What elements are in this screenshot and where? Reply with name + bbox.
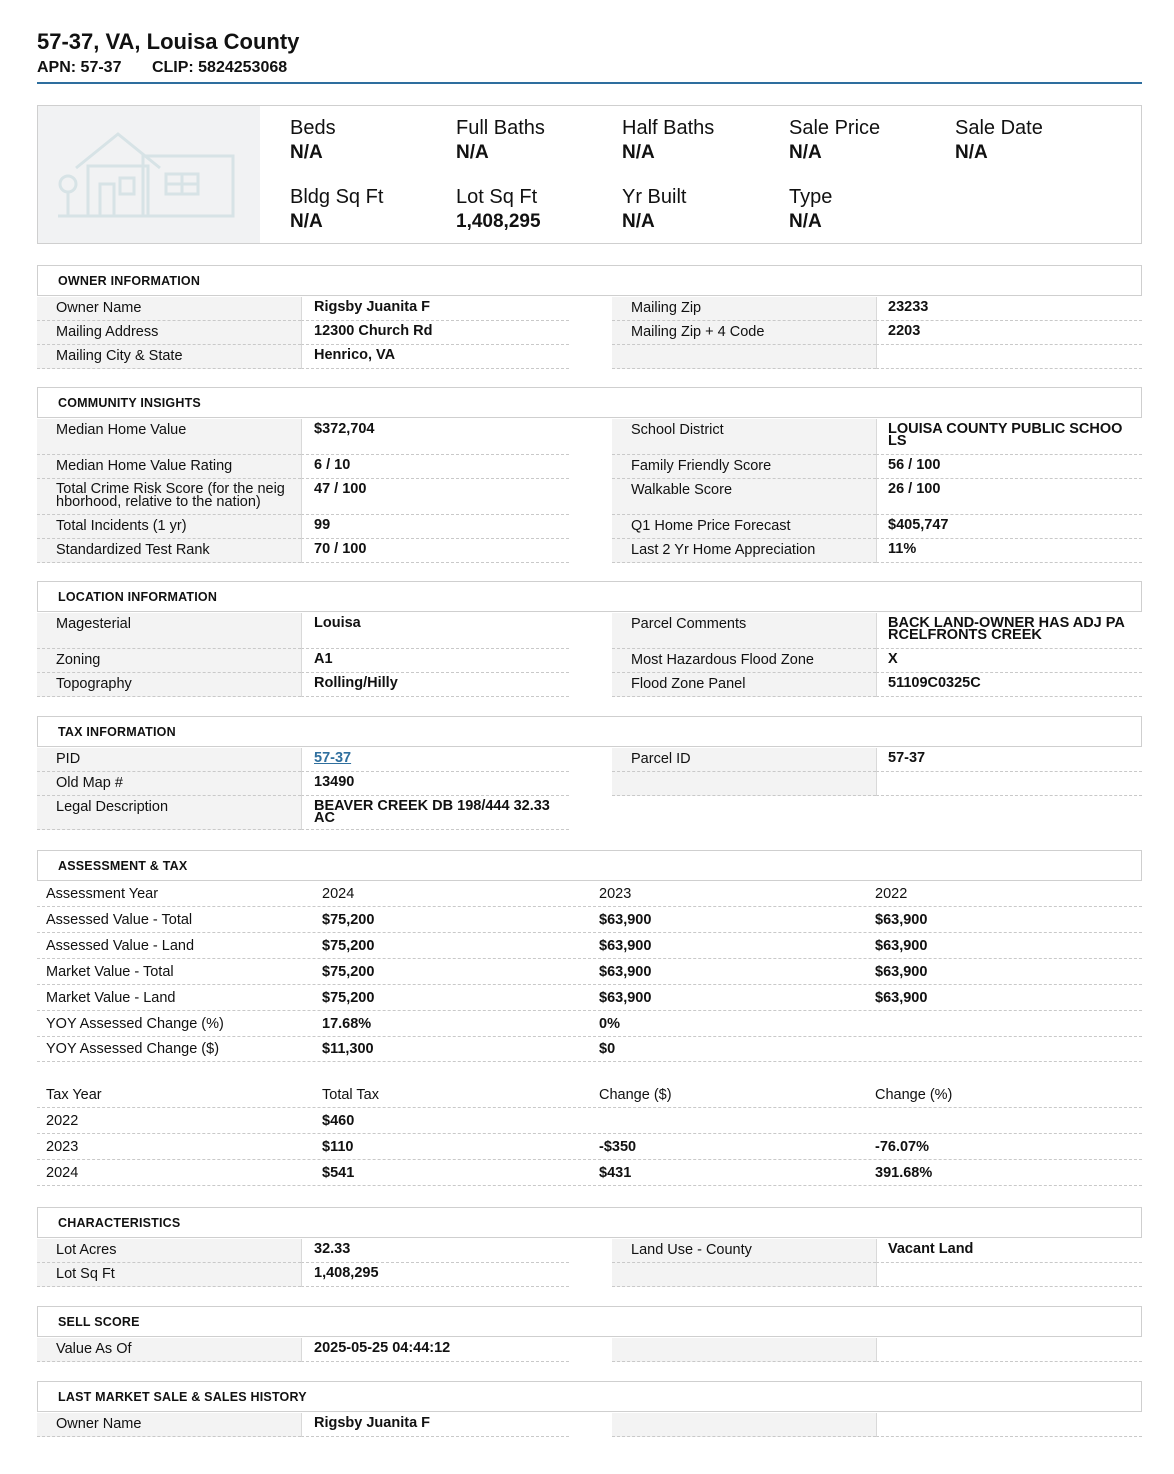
location-row: Zoning A1 <box>37 649 569 673</box>
last-sale-row: Owner Name Rigsby Juanita F <box>37 1413 569 1437</box>
section-characteristics: CHARACTERISTICS <box>37 1207 1142 1238</box>
assessment-row: Market Value - Land $75,200 $63,900 $63,900 <box>37 985 1142 1011</box>
assessment-row: Assessed Value - Total $75,200 $63,900 $63,900 <box>37 907 1142 933</box>
stat-half-baths: Half Baths N/A <box>622 117 715 163</box>
section-tax-information: TAX INFORMATION <box>37 716 1142 747</box>
stat-sale-price: Sale Price N/A <box>789 117 881 163</box>
assessment-row: YOY Assessed Change (%) 17.68% 0% <box>37 1011 1142 1037</box>
stat-full-baths: Full Baths N/A <box>456 117 545 163</box>
tax-row: PID 57-37 <box>37 748 569 772</box>
owner-row: Mailing Zip 23233 <box>612 297 1142 321</box>
community-row: School District LOUISA COUNTY PUBLIC SCHOO LS <box>612 419 1142 455</box>
section-owner-information: OWNER INFORMATION <box>37 265 1142 296</box>
property-photo-placeholder <box>38 106 260 243</box>
sell-score-row-empty <box>612 1338 1142 1362</box>
owner-row: Owner Name Rigsby Juanita F <box>37 297 569 321</box>
owner-row: Mailing City & State Henrico, VA <box>37 345 569 369</box>
community-row: Total Incidents (1 yr) 99 <box>37 515 569 539</box>
community-row: Last 2 Yr Home Appreciation 11% <box>612 539 1142 563</box>
last-sale-row-empty <box>612 1413 1142 1437</box>
tax-year-row: 2022 $460 <box>37 1108 1142 1134</box>
page-title: 57-37, VA, Louisa County <box>37 29 300 54</box>
stat-beds: Beds N/A <box>290 117 336 163</box>
assessment-row: Market Value - Total $75,200 $63,900 $63,900 <box>37 959 1142 985</box>
stat-yr-built: Yr Built N/A <box>622 186 687 232</box>
location-row: Flood Zone Panel 51109C0325C <box>612 673 1142 697</box>
assessment-row: Assessed Value - Land $75,200 $63,900 $63,900 <box>37 933 1142 959</box>
location-row: Topography Rolling/Hilly <box>37 673 569 697</box>
characteristics-row: Land Use - County Vacant Land <box>612 1239 1142 1263</box>
tax-year-row: 2023 $110 -$350 -76.07% <box>37 1134 1142 1160</box>
community-row: Walkable Score 26 / 100 <box>612 479 1142 515</box>
characteristics-row: Lot Acres 32.33 <box>37 1239 569 1263</box>
owner-row: Mailing Zip + 4 Code 2203 <box>612 321 1142 345</box>
stat-type: Type N/A <box>789 186 833 232</box>
community-row: Median Home Value Rating 6 / 10 <box>37 455 569 479</box>
tax-row: Parcel ID 57-37 <box>612 748 1142 772</box>
apn-label: APN: 57-37 <box>37 59 122 76</box>
section-community-insights: COMMUNITY INSIGHTS <box>37 387 1142 418</box>
community-row: Total Crime Risk Score (for the neig hborhood, relative to the nation) 47 / 100 <box>37 479 569 515</box>
community-row: Median Home Value $372,704 <box>37 419 569 455</box>
section-sell-score: SELL SCORE <box>37 1306 1142 1337</box>
community-row: Family Friendly Score 56 / 100 <box>612 455 1142 479</box>
tax-year-row: 2024 $541 $431 391.68% <box>37 1160 1142 1186</box>
section-location-information: LOCATION INFORMATION <box>37 581 1142 612</box>
stat-bldg-sq-ft: Bldg Sq Ft N/A <box>290 186 384 232</box>
location-row: Magesterial Louisa <box>37 613 569 649</box>
characteristics-row: Lot Sq Ft 1,408,295 <box>37 1263 569 1287</box>
property-summary-card <box>37 105 1142 244</box>
pid-link[interactable]: 57-37 <box>314 750 352 766</box>
header-divider <box>37 82 1142 84</box>
tax-row: Old Map # 13490 <box>37 772 569 796</box>
clip-label: CLIP: 5824253068 <box>151 59 288 76</box>
stat-sale-date: Sale Date N/A <box>955 117 1043 163</box>
assessment-header-row: Assessment Year 2024 2023 2022 <box>37 881 1142 907</box>
owner-row: Mailing Address 12300 Church Rd <box>37 321 569 345</box>
sell-score-row: Value As Of 2025-05-25 04:44:12 <box>37 1338 569 1362</box>
tax-row-empty <box>612 772 1142 796</box>
tax-row: Legal Description BEAVER CREEK DB 198/444 32.33 AC <box>37 796 569 830</box>
owner-row-empty <box>612 345 1142 369</box>
section-assessment-tax: ASSESSMENT & TAX <box>37 850 1142 881</box>
community-row: Q1 Home Price Forecast $405,747 <box>612 515 1142 539</box>
characteristics-row-empty <box>612 1263 1142 1287</box>
stat-lot-sq-ft: Lot Sq Ft 1,408,295 <box>456 186 541 232</box>
location-row: Most Hazardous Flood Zone X <box>612 649 1142 673</box>
tax-year-header-row: Tax Year Total Tax Change ($) Change (%) <box>37 1082 1142 1108</box>
section-last-market-sale: LAST MARKET SALE & SALES HISTORY <box>37 1381 1142 1412</box>
page-subtitle <box>37 59 287 77</box>
community-row: Standardized Test Rank 70 / 100 <box>37 539 569 563</box>
house-placeholder-icon <box>58 126 238 226</box>
assessment-row: YOY Assessed Change ($) $11,300 $0 <box>37 1036 1142 1062</box>
location-row: Parcel Comments BACK LAND-OWNER HAS ADJ PA RCELFRONTS CREEK <box>612 613 1142 649</box>
